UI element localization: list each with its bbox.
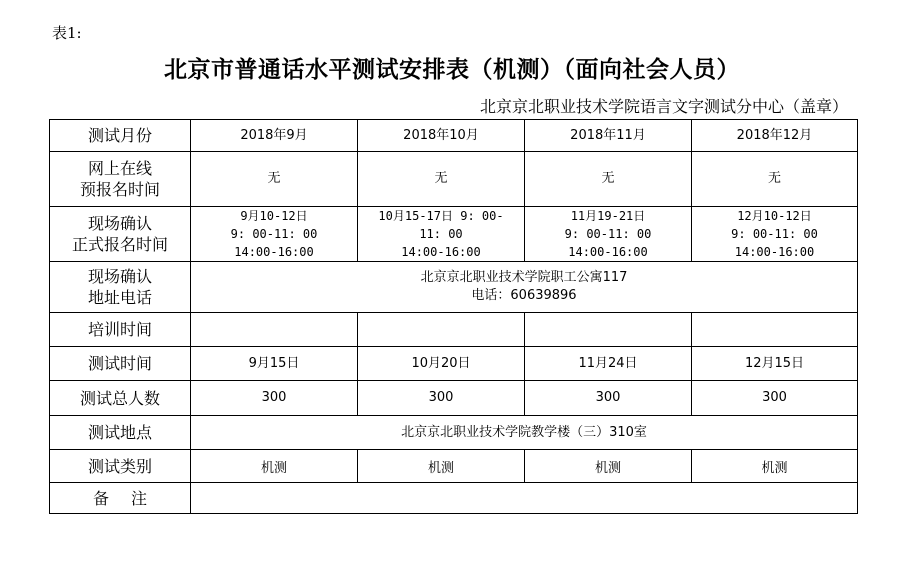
row-head-line: 现场确认 xyxy=(87,267,152,286)
test-type-cell: 机测 xyxy=(692,450,858,483)
cell-line: 11: 00 xyxy=(419,227,463,241)
cell-line: 14:00-16:00 xyxy=(401,245,481,259)
month-cell: 2018年9月 xyxy=(191,120,358,152)
month-cell: 2018年10月 xyxy=(358,120,525,152)
remarks-label: 备注 xyxy=(92,488,169,508)
row-head-training: 培训时间 xyxy=(50,313,191,347)
cell-line: 9: 00-11: 00 xyxy=(230,227,318,241)
row-head-line: 地址电话 xyxy=(87,288,152,307)
cell-line: 9: 00-11: 00 xyxy=(564,227,652,241)
table-row-location xyxy=(50,416,858,450)
issuer-line: 北京京北职业技术学院语言文字测试分中心（盖章） xyxy=(479,97,848,116)
prereg-cell: 无 xyxy=(692,152,858,207)
row-head-line: 现场确认 xyxy=(87,214,152,233)
test-date-cell: 9月15日 xyxy=(191,347,358,381)
test-type-cell: 机测 xyxy=(358,450,525,483)
cell-line: 14:00-16:00 xyxy=(234,245,314,259)
schedule-table xyxy=(49,119,858,514)
row-head-location: 测试地点 xyxy=(50,416,191,450)
row-head-line: 网上在线 xyxy=(87,159,152,178)
confirm-time-cell xyxy=(191,207,358,262)
cell-line: 14:00-16:00 xyxy=(734,245,815,259)
table-row-test-time xyxy=(50,347,858,381)
table-row-test-type xyxy=(50,450,858,483)
month-cell: 2018年11月 xyxy=(525,120,692,152)
remarks-cell xyxy=(191,483,858,514)
row-head-month: 测试月份 xyxy=(50,120,191,152)
prereg-cell: 无 xyxy=(191,152,358,207)
cell-line: 14:00-16:00 xyxy=(568,245,648,259)
row-head-test-type: 测试类别 xyxy=(50,450,191,483)
cell-line: 12月10-12日 xyxy=(737,209,812,223)
row-head-onsite-address xyxy=(50,262,191,313)
total-people-cell: 300 xyxy=(191,381,358,416)
total-people-cell: 300 xyxy=(692,381,858,416)
row-head-line: 正式报名时间 xyxy=(71,235,168,254)
row-head-online-prereg xyxy=(50,152,191,207)
table-row-onsite-confirm xyxy=(50,207,858,262)
test-type-cell: 机测 xyxy=(191,450,358,483)
row-head-remarks xyxy=(50,483,191,514)
training-cell xyxy=(191,313,358,347)
table-row-onsite-address xyxy=(50,262,858,313)
table-row-month xyxy=(50,120,858,152)
address-cell xyxy=(191,262,858,313)
row-head-line: 预报名时间 xyxy=(79,180,160,199)
table-number-label: 表1: xyxy=(52,24,82,42)
table-row-total-people xyxy=(50,381,858,416)
table-row-training xyxy=(50,313,858,347)
phone-text: 电话：60639896 xyxy=(471,288,577,303)
total-people-cell: 300 xyxy=(525,381,692,416)
table-row-online-prereg xyxy=(50,152,858,207)
training-cell xyxy=(692,313,858,347)
test-date-cell: 10月20日 xyxy=(358,347,525,381)
confirm-time-cell xyxy=(525,207,692,262)
row-head-onsite-confirm xyxy=(50,207,191,262)
confirm-time-cell xyxy=(692,207,858,262)
training-cell xyxy=(525,313,692,347)
prereg-cell: 无 xyxy=(525,152,692,207)
total-people-cell: 300 xyxy=(358,381,525,416)
month-cell: 2018年12月 xyxy=(692,120,858,152)
address-text: 北京京北职业技术学院职工公寓117 xyxy=(420,270,628,285)
test-date-cell: 11月24日 xyxy=(525,347,692,381)
table-row-remarks xyxy=(50,483,858,514)
cell-line: 11月19-21日 xyxy=(570,209,646,223)
cell-line: 9: 00-11: 00 xyxy=(731,227,818,241)
document-title: 北京市普通话水平测试安排表（机测）（面向社会人员） xyxy=(164,57,740,83)
test-type-cell: 机测 xyxy=(525,450,692,483)
row-head-test-time: 测试时间 xyxy=(50,347,191,381)
location-cell: 北京京北职业技术学院教学楼（三）310室 xyxy=(191,416,858,450)
prereg-cell: 无 xyxy=(358,152,525,207)
cell-line: 10月15-17日 9: 00- xyxy=(378,209,504,223)
cell-line: 9月10-12日 xyxy=(240,209,308,223)
confirm-time-cell xyxy=(358,207,525,262)
row-head-total-people: 测试总人数 xyxy=(50,381,191,416)
training-cell xyxy=(358,313,525,347)
test-date-cell: 12月15日 xyxy=(692,347,858,381)
